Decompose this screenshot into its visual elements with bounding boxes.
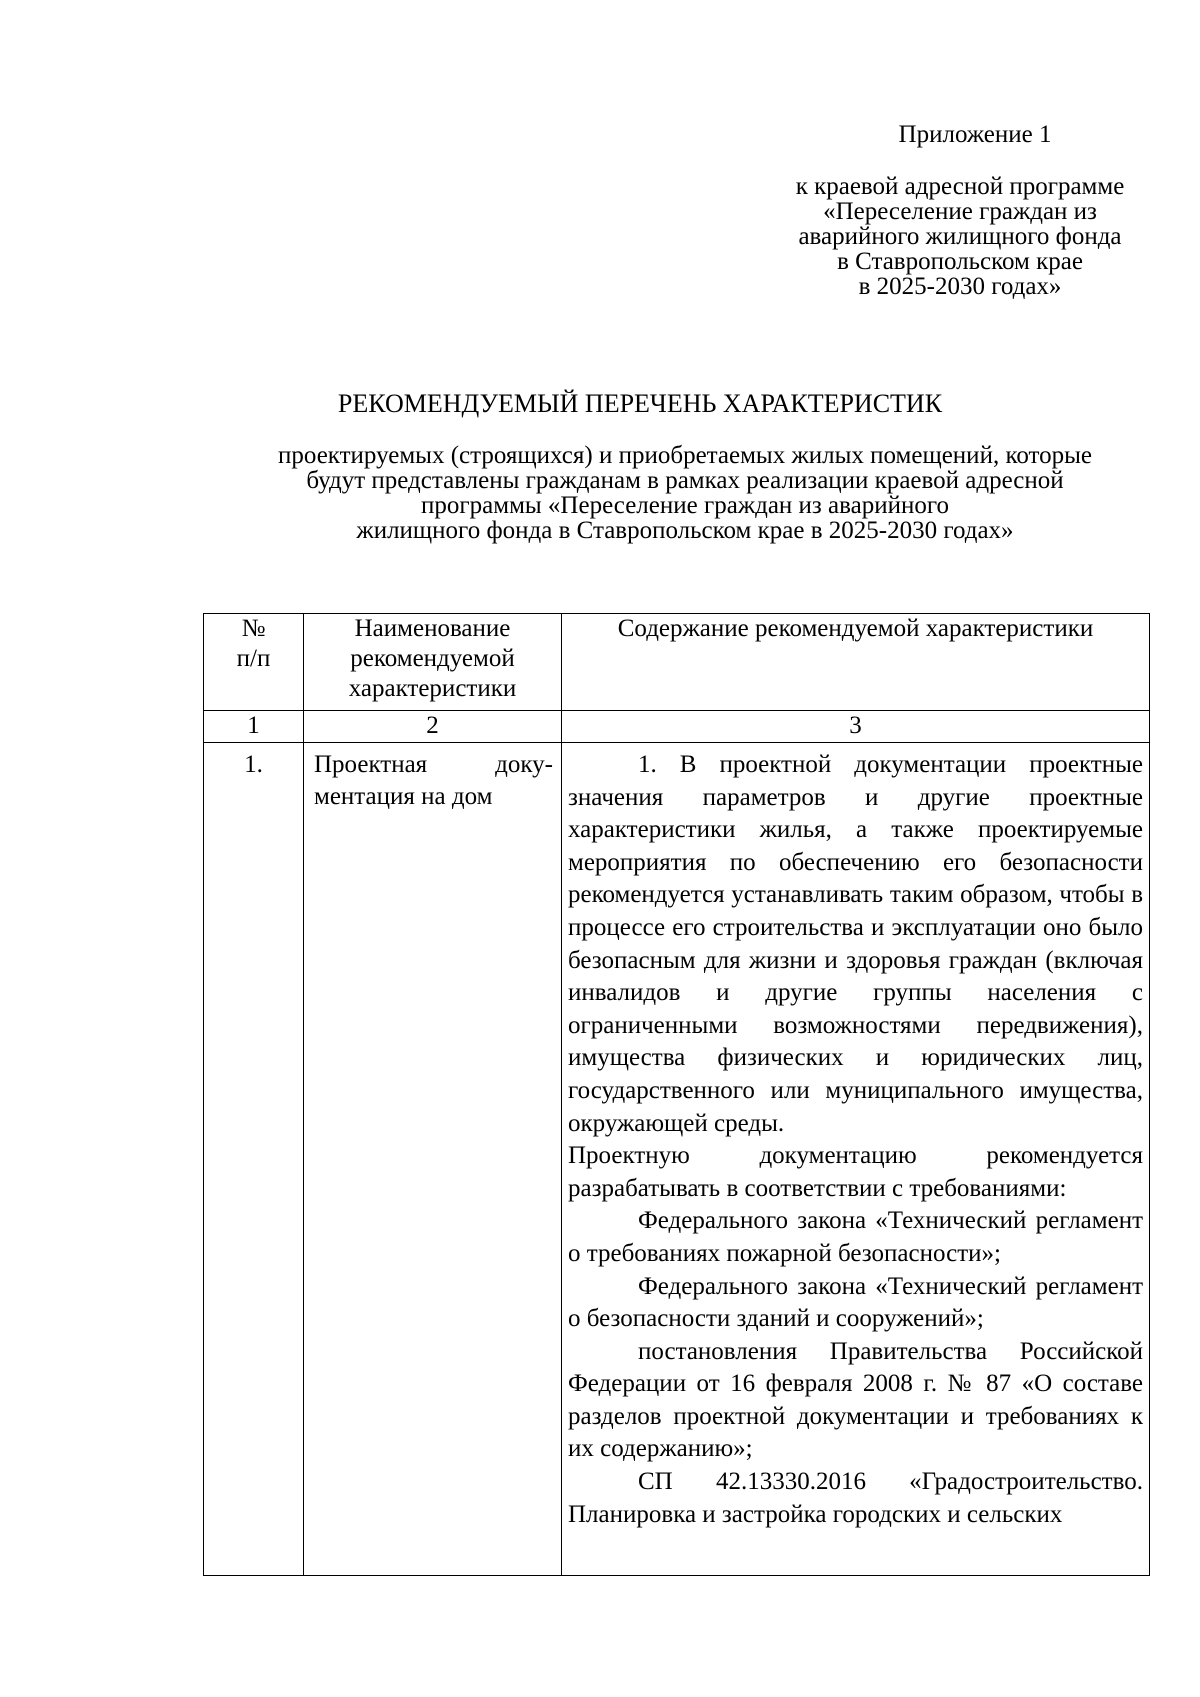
appendix-line: в Ставропольском крае bbox=[837, 248, 1083, 275]
header-num-line: № bbox=[241, 615, 266, 642]
column-number: 1 bbox=[204, 711, 304, 743]
row-name-word: Проектная bbox=[314, 751, 428, 778]
content-paragraph: Проектную документацию рекомендуется разрабатывать в соответствии с требованиями: bbox=[568, 1142, 1143, 1202]
subtitle-line: проектируемых (строящихся) и приобретаемых жилых помещений, которые bbox=[278, 442, 1092, 469]
header-num bbox=[204, 614, 304, 711]
subtitle-line: жилищного фонда в Ставропольском крае в 2025-2030 годах» bbox=[356, 517, 1014, 544]
content-paragraph: постановления Правительства Российской Федерации от 16 февраля 2008 г. № 87 «О составе разделов проектной документации и требованиях к их содержанию»; bbox=[568, 1337, 1143, 1463]
column-number-row bbox=[204, 711, 1150, 743]
appendix-line: «Переселение граждан из bbox=[823, 198, 1097, 225]
row-name-line bbox=[314, 749, 553, 781]
table-header-row bbox=[204, 614, 1150, 711]
appendix-block bbox=[770, 120, 1150, 299]
document-subtitle bbox=[205, 443, 1165, 543]
subtitle-line: будут представлены гражданам в рамках реализации краевой адресной bbox=[306, 467, 1064, 494]
subtitle-line: программы «Переселение граждан из аварийного bbox=[421, 492, 949, 519]
appendix-line: аварийного жилищного фонда bbox=[798, 223, 1122, 250]
characteristics-table bbox=[203, 613, 1150, 1576]
appendix-title: Приложение 1 bbox=[898, 121, 1052, 148]
row-name-line: ментация на дом bbox=[314, 783, 493, 810]
header-name-line: рекомендуемой bbox=[350, 645, 515, 672]
content-paragraph: 1. В проектной документации проектные значения параметров и другие проектные характеристики жилья, а также проектируемые мероприятия по обеспечению его безопасности рекомендуется устанавливать таким образом, чтобы в процессе его строительства и эксплуатации оно было безопасным для жизни и здоровья граждан (включая инвалидов и другие группы населения с ограниченными возможностями передвижения), имущества физических и юридических лиц, государственного или муниципального имущества, окружающей среды. bbox=[568, 751, 1143, 1137]
header-name-line: Наименование bbox=[354, 615, 511, 642]
header-name bbox=[304, 614, 562, 711]
appendix-line: к краевой адресной программе bbox=[795, 173, 1125, 200]
content-paragraph: Федерального закона «Технический регламент о требованиях пожарной безопасности»; bbox=[568, 1207, 1143, 1267]
content-paragraph: Федерального закона «Технический регламент о безопасности зданий и сооружений»; bbox=[568, 1272, 1143, 1333]
appendix-reference bbox=[770, 174, 1150, 299]
header-name-line: характеристики bbox=[348, 675, 517, 702]
row-name-word: доку- bbox=[495, 751, 553, 778]
table-row bbox=[204, 743, 1150, 1576]
appendix-line: в 2025-2030 годах» bbox=[858, 273, 1062, 300]
column-number: 3 bbox=[562, 711, 1150, 743]
header-num-line: п/п bbox=[236, 645, 271, 672]
row-number: 1. bbox=[204, 743, 304, 1576]
column-number: 2 bbox=[304, 711, 562, 743]
document-title: РЕКОМЕНДУЕМЫЙ ПЕРЕЧЕНЬ ХАРАКТЕРИСТИК bbox=[337, 389, 943, 418]
content-paragraph: СП 42.13330.2016 «Градостроительство. Планировка и застройка городских и сельских bbox=[568, 1468, 1143, 1528]
row-content bbox=[562, 743, 1150, 1576]
row-name bbox=[304, 743, 562, 1576]
header-content: Содержание рекомендуемой характеристики bbox=[562, 614, 1150, 711]
